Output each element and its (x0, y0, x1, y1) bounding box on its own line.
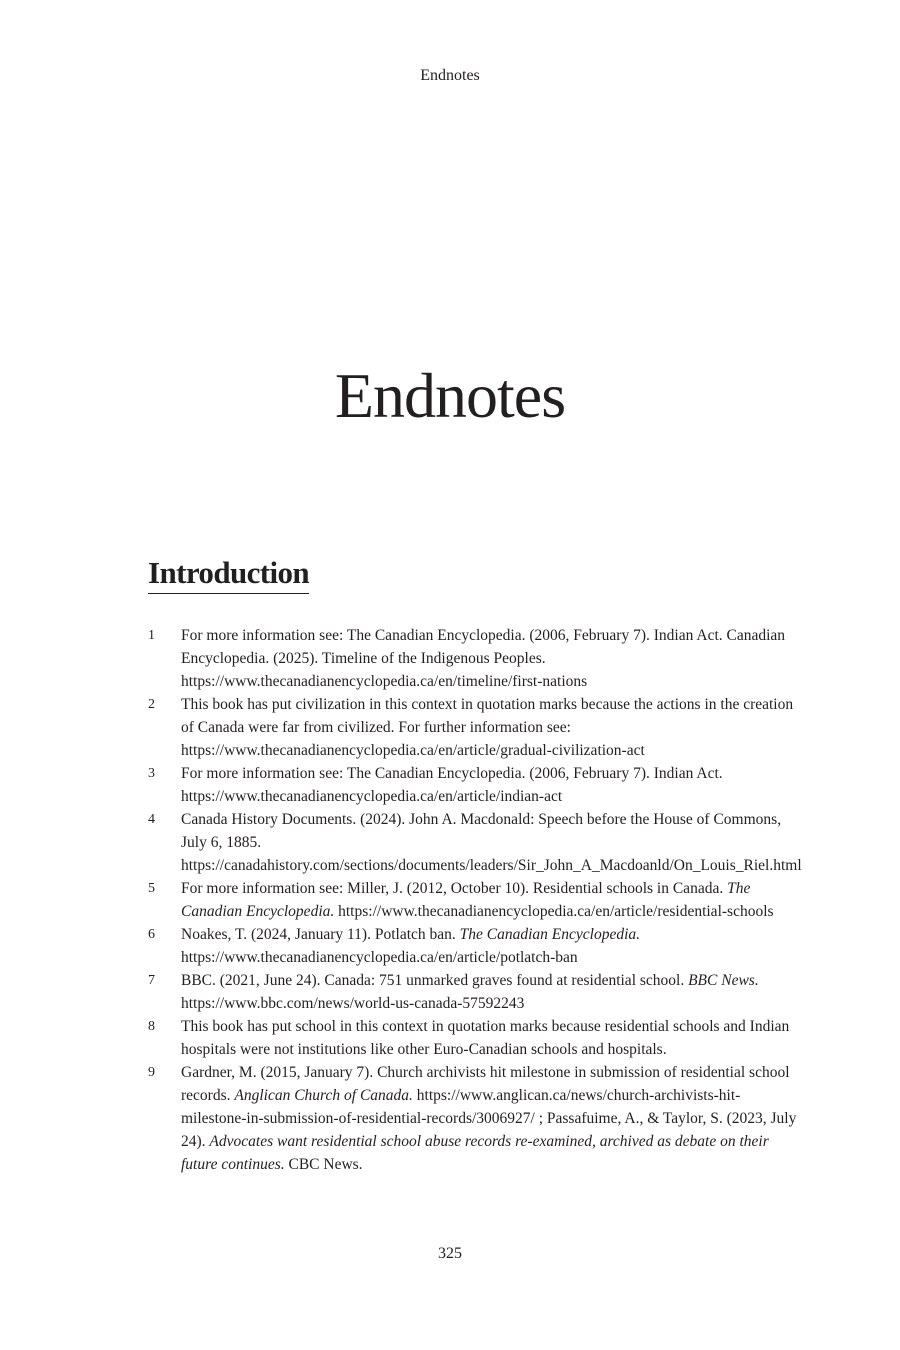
endnote-number: 5 (148, 881, 155, 896)
endnote-segment: https://www.thecanadianencyclopedia.ca/en/article/potlatch-ban (181, 949, 578, 966)
endnote-item (148, 1015, 798, 1061)
endnote-segment: For more information see: The Canadian Encyclopedia. (2006, February 7). Indian Act. https://www.thecanadianencyclopedia.ca/en/article/indian-act (181, 765, 723, 805)
endnote-segment: BBC. (2021, June 24). Canada: 751 unmarked graves found at residential school. (181, 972, 689, 989)
endnote-text (181, 624, 798, 693)
running-head: Endnotes (420, 67, 480, 84)
endnote-number: 2 (148, 697, 155, 712)
endnote-item (148, 624, 798, 693)
endnote-text (181, 1015, 798, 1061)
page-title: Endnotes (334, 360, 566, 431)
endnote-segment: https://www.anglican.ca/news/church-archivists-hit-milestone-in-submission-of-residential-records/3006927/ ; Passafuime, A., & Taylor, S. (2023, July 24). (181, 1087, 797, 1150)
endnote-segment: https://www.bbc.com/news/world-us-canada-57592243 (181, 995, 525, 1012)
endnote-segment: https://www.thecanadianencyclopedia.ca/en/article/residential-schools (334, 903, 774, 920)
endnote-item (148, 923, 798, 969)
endnote-number: 4 (148, 812, 155, 827)
endnote-italic-segment: Advocates want residential school abuse records re-examined, archived as debate on their future continues. (181, 1133, 769, 1173)
endnote-text (181, 808, 802, 877)
endnote-italic-segment: The Canadian Encyclopedia. (181, 880, 751, 920)
endnote-number: 3 (148, 766, 155, 781)
endnote-number: 8 (148, 1019, 155, 1034)
endnote-item (148, 693, 798, 762)
endnote-item (148, 762, 798, 808)
endnotes-list (148, 624, 802, 1176)
endnote-text (181, 762, 798, 808)
endnote-number: 1 (148, 628, 155, 643)
endnote-segment: Gardner, M. (2015, January 7). Church archivists hit milestone in submission of residential school records. (181, 1064, 790, 1104)
endnote-segment: CBC News. (284, 1156, 363, 1173)
endnote-segment: Noakes, T. (2024, January 11). Potlatch ban. (181, 926, 460, 943)
endnote-number: 9 (148, 1065, 155, 1080)
endnote-text (181, 693, 798, 762)
endnote-text (181, 1061, 798, 1176)
endnote-text (181, 923, 798, 969)
endnote-text (181, 969, 798, 1015)
endnote-number: 7 (148, 973, 155, 988)
endnote-segment: This book has put school in this context in quotation marks because residential schools and Indian hospitals were not institutions like other Euro-Canadian schools and hospitals. (181, 1018, 790, 1058)
endnote-segment: Canada History Documents. (2024). John A. Macdonald: Speech before the House of Commons, July 6, 1885. https://canadahistory.com/sections/documents/leaders/Sir_John_A_Macdoanld/On_Louis_Riel.html (181, 811, 802, 874)
endnote-item (148, 1061, 798, 1176)
endnote-segment: For more information see: The Canadian Encyclopedia. (2006, February 7). Indian Act. Canadian Encyclopedia. (2025). Timeline of the Indigenous Peoples. https://www.thecanadianencyclopedia.ca/en/timeline/first-nations (181, 627, 786, 690)
endnote-text (181, 877, 798, 923)
endnote-italic-segment: BBC News. (688, 972, 759, 989)
endnote-segment: For more information see: Miller, J. (2012, October 10). Residential schools in Canada. (181, 880, 728, 897)
page-number: 325 (438, 1245, 462, 1262)
endnote-item (148, 969, 798, 1015)
section-heading: Introduction (148, 554, 309, 594)
endnote-italic-segment: Anglican Church of Canada. (234, 1087, 413, 1104)
endnote-number: 6 (148, 927, 155, 942)
endnote-item (148, 808, 802, 877)
endnote-item (148, 877, 798, 923)
endnote-italic-segment: The Canadian Encyclopedia. (459, 926, 641, 943)
endnote-segment: This book has put civilization in this context in quotation marks because the actions in the creation of Canada were far from civilized. For further information see: https://www.thecanadianencyclopedia.ca/en/article/gradual-civilization-act (181, 696, 794, 759)
